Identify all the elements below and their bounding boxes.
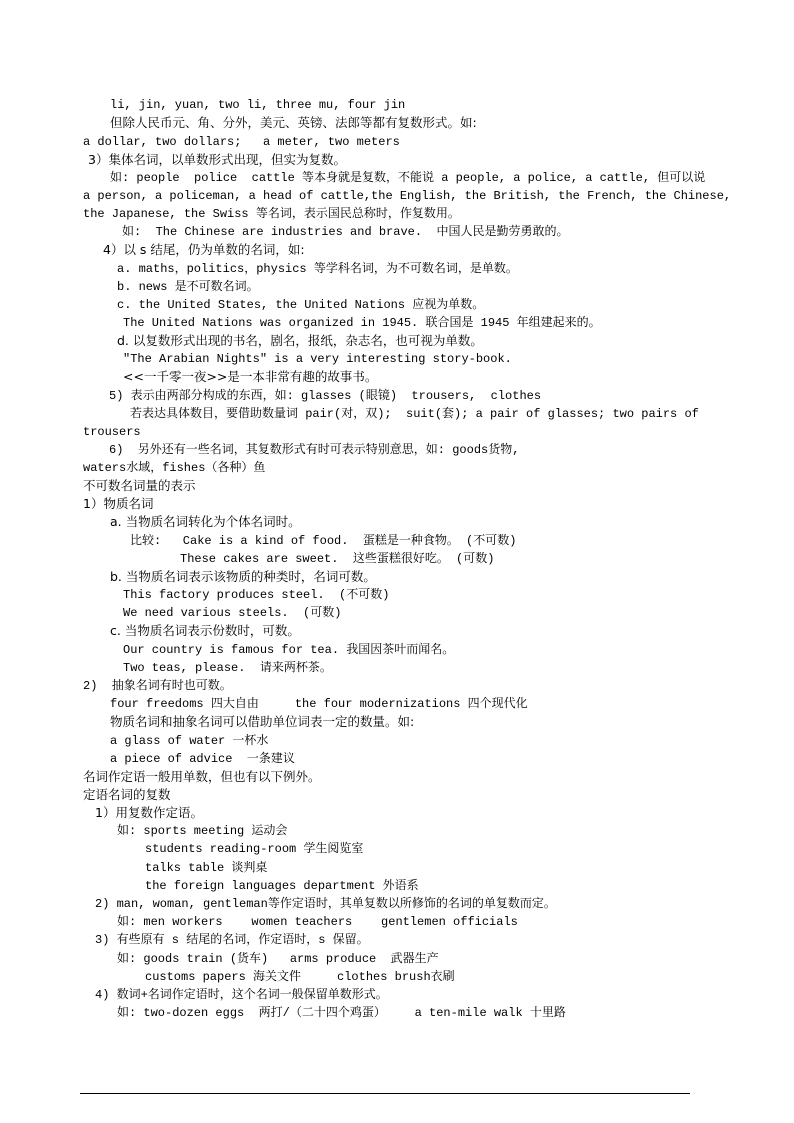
text-line: c. the United States, the United Nations 应视为单数。 [117,298,485,312]
text-line: a piece of advice 一条建议 [110,752,295,766]
footer-rule [80,1093,690,1094]
text-line: "The Arabian Nights" is a very interesting story-book. [123,352,512,366]
text-line: 1）物质名词 [83,496,154,511]
text-line: We need various steels. (可数) [123,606,342,620]
text-line: talks table 谈判桌 [145,861,268,875]
text-line: d. 以复数形式出现的书名，剧名，报纸，杂志名，也可视为单数。 [117,333,483,348]
text-line: 不可数名词量的表示 [83,478,196,493]
text-line: li, jin, yuan, two li, three mu, four jin [110,98,406,112]
text-line: 定语名词的复数 [83,787,171,802]
text-line: 1）用复数作定语。 [95,805,203,820]
text-line: 如: sports meeting 运动会 [117,824,288,838]
text-line: a glass of water 一杯水 [110,734,269,748]
text-line: c. 当物质名词表示份数时，可数。 [110,623,300,638]
text-line: 5) 表示由两部分构成的东西，如: glasses (眼镜) trousers, clothes [109,389,542,403]
text-line: 物质名词和抽象名词可以借助单位词表一定的数量。如: [110,714,415,729]
text-line: b. 当物质名词表示该物质的种类时，名词可数。 [110,569,376,584]
text-line: four freedoms 四大自由 the four modernizations 四个现代化 [110,697,528,711]
text-line: customs papers 海关文件 clothes brush衣刷 [145,970,455,984]
text-line: 4）以 s 结尾，仍为单数的名词，如: [103,242,305,257]
text-line: a person, a policeman, a head of cattle,the English, the British, the French, the Chinese, [83,189,732,203]
text-line: b. news 是不可数名词。 [117,280,259,294]
text-line: 3) 有些原有 s 结尾的名词，作定语时，s 保留。 [95,933,369,947]
text-line: 2) 抽象名词有时也可数。 [83,679,232,693]
text-line: 比较: Cake is a kind of food. 蛋糕是一种食物。 (不可数) [130,534,517,548]
text-line: trousers [83,425,141,439]
text-line: <<一千零一夜>>是一本非常有趣的故事书。 [123,369,378,384]
text-line: a dollar, two dollars; a meter, two meters [83,135,400,149]
text-line: a. 当物质名词转化为个体名词时。 [110,514,301,529]
text-line: 如: two-dozen eggs 两打/（二十四个鸡蛋） a ten-mile walk 十里路 [117,1006,566,1020]
text-line: 4) 数词+名词作定语时，这个名词一般保留单数形式。 [95,988,388,1002]
text-line: 如: The Chinese are industries and brave. 中国人民是勤劳勇敢的。 [122,225,569,239]
text-line: the Japanese, the Swiss 等名词，表示国民总称时，作复数用。 [83,207,460,221]
text-line: a. maths，politics，physics 等学科名词，为不可数名词，是单数。 [117,262,518,276]
text-line: students reading-room 学生阅览室 [145,842,364,856]
text-line: Our country is famous for tea. 我国因茶叶而闻名。 [123,643,455,657]
text-line: 2) man, woman, gentleman等作定语时，其单复数以所修饰的名词的单复数而定。 [95,897,556,911]
text-line: 若表达具体数目，要借助数量词 pair(对，双); suit(套); a pair of glasses; two pairs of [130,407,699,421]
text-line: 名词作定语一般用单数，但也有以下例外。 [83,769,321,784]
text-line: This factory produces steel. (不可数) [123,588,390,602]
text-line: waters水域，fishes（各种）鱼 [83,461,266,475]
text-line: 6) 另外还有一些名词，其复数形式有时可表示特别意思，如: goods货物, [109,443,520,457]
text-line: 3）集体名词，以单数形式出现，但实为复数。 [88,152,346,167]
text-line: the foreign languages department 外语系 [145,879,419,893]
text-line: Two teas, please. 请来两杯茶。 [123,661,332,675]
text-line: 如: men workers women teachers gentlemen officials [117,915,518,929]
text-line: 如: people police cattle 等本身就是复数，不能说 a people, a police, a cattle, 但可以说 [110,171,706,185]
text-line: These cakes are sweet. 这些蛋糕很好吃。 (可数) [180,552,495,566]
text-line: 如: goods train (货车) arms produce 武器生产 [117,952,439,966]
text-line: The United Nations was organized in 1945. 联合国是 1945 年组建起来的。 [123,316,601,330]
text-line: 但除人民币元、角、分外，美元、英镑、法郎等都有复数形式。如: [110,115,477,130]
